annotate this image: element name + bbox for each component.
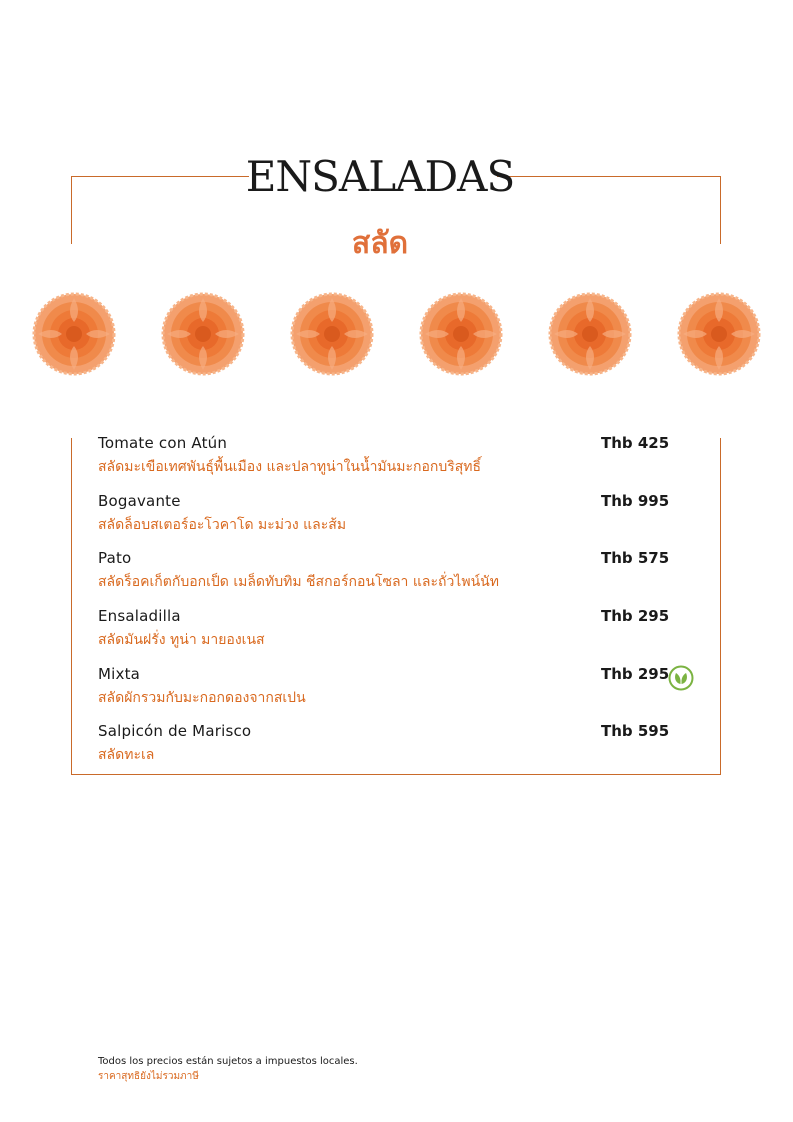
item-price: Thb 295 [601,664,670,683]
menu-item [98,549,698,607]
carnation-icon [290,292,374,376]
page-title: ENSALADAS [245,152,515,201]
footer-note [98,1056,358,1084]
menu-list [98,434,698,780]
frame-line-left [71,438,72,774]
item-description: สลัดทะเล [98,747,155,764]
menu-item [98,607,698,665]
flower-row [32,292,762,378]
item-price: Thb 575 [601,549,670,568]
menu-item [98,665,698,723]
footer-note-th: ราคาสุทธิยังไม่รวมภาษี [98,1071,199,1082]
item-description: สลัดผักรวมกับมะกอกดองจากสเปน [98,689,306,706]
item-name: Pato [98,549,132,568]
item-price: Thb 425 [601,434,670,452]
item-name: Tomate con Atún [98,434,228,452]
frame-line-right [720,438,721,774]
item-name: Ensaladilla [98,607,181,626]
carnation-icon [419,292,503,376]
item-price: Thb 295 [601,607,670,626]
item-price: Thb 995 [601,491,670,510]
frame-line-right [720,176,721,244]
item-description: สลัดมันฝรั่ง ทูน่า มายองเนส [98,632,265,649]
leaf-icon [668,665,694,691]
item-name: Bogavante [98,491,181,510]
menu-item [98,722,698,780]
item-description: สลัดมะเขือเทศพันธุ์พื้นเมือง และปลาทูน่าในน้ำมันมะกอกบริสุทธิ์ [98,459,482,475]
carnation-icon [677,292,761,376]
item-description: สลัดล็อบสเตอร์อะโวคาโด มะม่วง และส้ม [98,516,347,533]
item-description: สลัดร็อคเก็ตกับอกเป็ด เมล็ดทับทิม ชีสกอร์กอนโซลา และถั่วไพน์นัท [98,574,499,591]
item-name: Mixta [98,664,141,683]
menu-item [98,434,698,492]
carnation-icon [161,292,245,376]
footer-note-es: Todos los precios están sujetos a impuestos locales. [98,1056,358,1067]
carnation-icon [32,292,116,376]
item-name: Salpicón de Marisco [98,722,252,741]
item-price: Thb 595 [601,722,670,741]
menu-item [98,492,698,550]
carnation-icon [548,292,632,376]
frame-line-left [71,176,72,244]
page-subtitle: สลัด [351,226,409,261]
